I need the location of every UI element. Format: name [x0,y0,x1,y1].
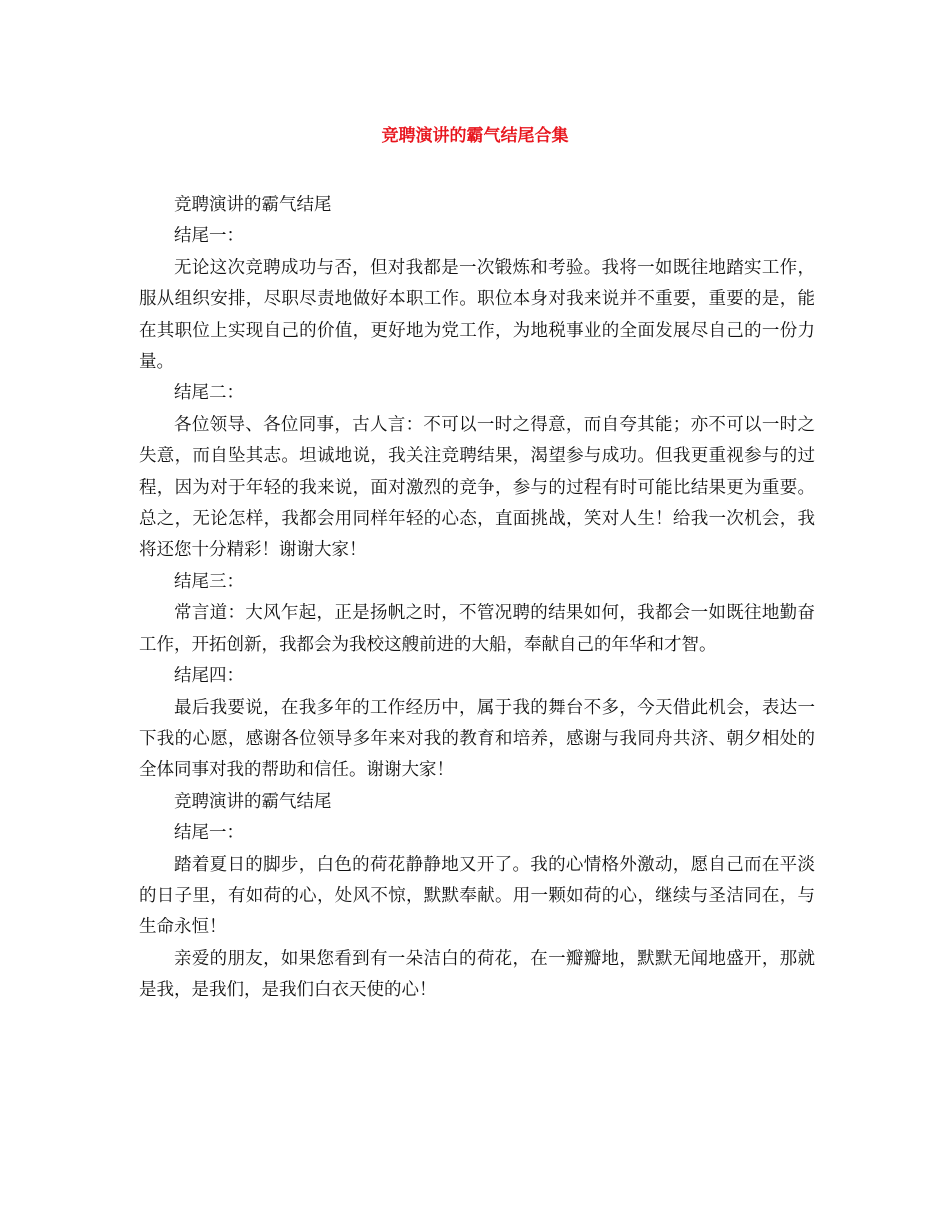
paragraph: 亲爱的朋友，如果您看到有一朵洁白的荷花，在一瓣瓣地，默默无闻地盛开，那就是我，是我们，是我们白衣天使的心！ [139,948,815,1001]
section-heading: 竞聘演讲的霸气结尾 [174,195,332,215]
ending-label: 结尾一： [174,226,244,247]
document-title: 竞聘演讲的霸气结尾合集 [381,126,569,146]
document-body [139,190,815,1007]
paragraph: 无论这次竞聘成功与否，但对我都是一次锻炼和考验。我将一如既往地踏实工作，服从组织安排，尽职尽责地做好本职工作。职位本身对我来说并不重要，重要的是，能在其职位上实现自己的价值，更好地为党工作，为地税事业的全面发展尽自己的一份力量。 [139,257,815,373]
paragraph: 踏着夏日的脚步，白色的荷花静静地又开了。我的心情格外激动，愿自己而在平淡的日子里，有如荷的心，处风不惊，默默奉献。用一颗如荷的心，继续与圣洁同在，与生命永恒！ [139,854,815,938]
section-heading: 竞聘演讲的霸气结尾 [174,791,332,812]
paragraph: 各位领导、各位同事，古人言：不可以一时之得意，而自夸其能；亦不可以一时之失意，而自坠其志。坦诚地说，我关注竞聘结果，渴望参与成功。但我更重视参与的过程，因为对于年轻的我来说，面对激烈的竞争，参与的过程有时可能比结果更为重要。总之，无论怎样，我都会用同样年轻的心态，直面挑战，笑对人生！给我一次机会，我将还您十分精彩！谢谢大家！ [139,414,815,561]
ending-label: 结尾一： [174,823,244,844]
ending-label: 结尾二： [174,383,244,404]
ending-label: 结尾三： [174,571,244,592]
paragraph: 常言道：大风乍起，正是扬帆之时，不管况聘的结果如何，我都会一如既往地勤奋工作，开拓创新，我都会为我校这艘前进的大船，奉献自己的年华和才智。 [139,603,815,655]
ending-label: 结尾四： [174,666,244,687]
paragraph: 最后我要说，在我多年的工作经历中，属于我的舞台不多，今天借此机会，表达一下我的心愿，感谢各位领导多年来对我的教育和培养，感谢与我同舟共济、朝夕相处的全体同事对我的帮助和信任。谢谢大家！ [139,697,815,781]
